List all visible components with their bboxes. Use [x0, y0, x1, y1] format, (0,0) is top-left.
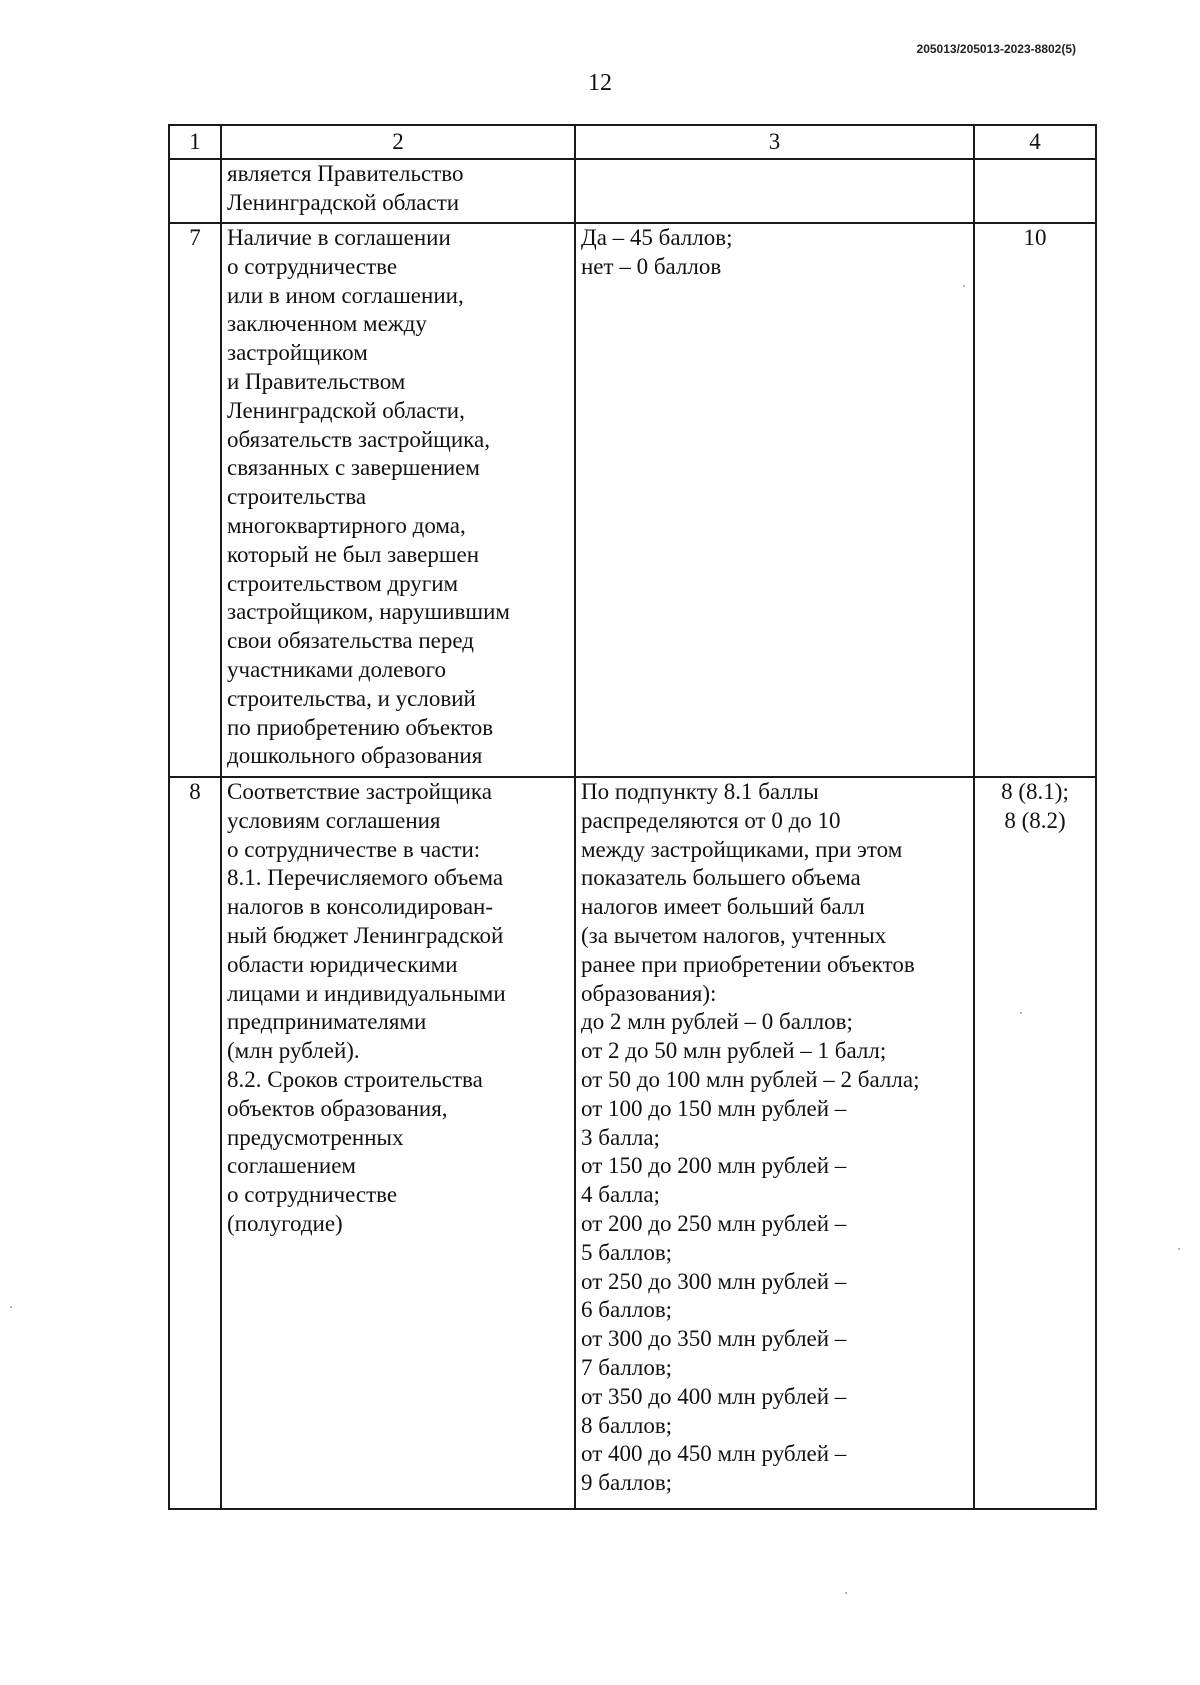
row-number: 8 [169, 777, 221, 1509]
page-number: 12 [588, 70, 612, 96]
scan-speck [845, 1592, 847, 1594]
scan-speck [1020, 1012, 1022, 1014]
scan-speck [10, 1306, 12, 1308]
column-header-2: 2 [221, 125, 575, 159]
table-row [169, 223, 1096, 777]
criterion-cell: является Правительство Ленинградской области [221, 159, 575, 223]
row-number: 7 [169, 223, 221, 777]
weight-cell: 8 (8.1); 8 (8.2) [974, 777, 1096, 1509]
scan-speck [1178, 1248, 1180, 1250]
column-header-3: 3 [575, 125, 974, 159]
weight-cell [974, 159, 1096, 223]
table-row [169, 159, 1096, 223]
table-header-row [169, 125, 1096, 159]
row-number [169, 159, 221, 223]
criterion-cell: Соответствие застройщика условиям соглашения о сотрудничестве в части: 8.1. Перечисляемого объема налогов в консолидирован- ный бюджет Ленинградской области юридическими лицами и индивидуальными предпринимателями (млн рублей). 8.2. Сроков строительства объектов образования, предусмотренных соглашением о сотрудничестве (полугодие) [221, 777, 575, 1509]
criteria-table [168, 124, 1097, 1510]
scoring-cell: По подпункту 8.1 баллы распределяются от 0 до 10 между застройщиками, при этом показатель большего объема налогов имеет больший балл (за вычетом налогов, учтенных ранее при приобретении объектов образования): до 2 млн рублей – 0 баллов; от 2 до 50 млн рублей – 1 балл; от 50 до 100 млн рублей – 2 балла; от 100 до 150 млн рублей – 3 балла; от 150 до 200 млн рублей – 4 балла; от 200 до 250 млн рублей – 5 баллов; от 250 до 300 млн рублей – 6 баллов; от 300 до 350 млн рублей – 7 баллов; от 350 до 400 млн рублей – 8 баллов; от 400 до 450 млн рублей – 9 баллов; [575, 777, 974, 1509]
column-header-4: 4 [974, 125, 1096, 159]
scan-speck [963, 285, 965, 287]
scoring-cell: Да – 45 баллов; нет – 0 баллов [575, 223, 974, 777]
weight-cell: 10 [974, 223, 1096, 777]
scoring-cell [575, 159, 974, 223]
document-id: 205013/205013-2023-8802(5) [916, 42, 1076, 56]
criterion-cell: Наличие в соглашении о сотрудничестве или в ином соглашении, заключенном между застройщиком и Правительством Ленинградской области, обязательств застройщика, связанных с завершением строительства многоквартирного дома, который не был завершен строительством другим застройщиком, нарушившим свои обязательства перед участниками долевого строительства, и условий по приобретению объектов дошкольного образования [221, 223, 575, 777]
table-row [169, 777, 1096, 1509]
column-header-1: 1 [169, 125, 221, 159]
